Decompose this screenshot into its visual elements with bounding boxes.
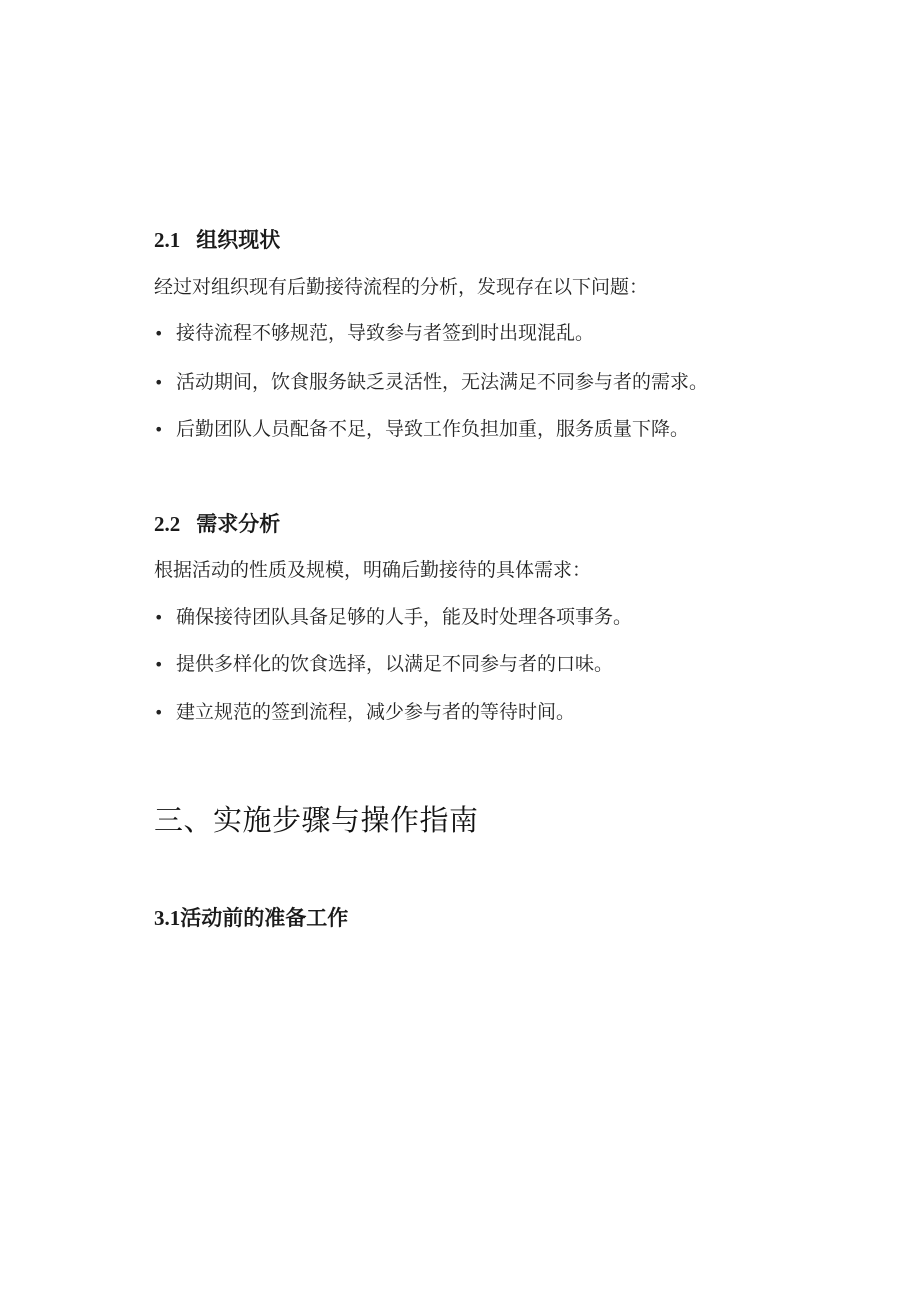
bullet-icon: • (154, 608, 164, 627)
section-intro-2-2: 根据活动的性质及规模，明确后勤接待的具体需求： (154, 559, 592, 581)
section-title: 组织现状 (196, 228, 281, 252)
list-item (154, 415, 689, 444)
section-number: 3.1 (154, 906, 181, 930)
list-item (154, 603, 632, 632)
list-item-text: 确保接待团队具备足够的人手，能及时处理各项事务。 (176, 606, 633, 628)
bullet-icon: • (154, 373, 164, 392)
section-heading-2-1 (154, 226, 280, 254)
bullet-icon: • (154, 655, 164, 674)
bullet-icon: • (154, 703, 164, 722)
chapter-heading-3: 三、实施步骤与操作指南 (154, 803, 479, 837)
bullet-icon: • (154, 420, 164, 439)
section-number: 2.2 (154, 512, 181, 536)
list-item-text: 后勤团队人员配备不足，导致工作负担加重，服务质量下降。 (176, 418, 690, 440)
section-title: 活动前的准备工作 (180, 906, 349, 930)
section-heading-2-2 (154, 510, 280, 538)
list-item-text: 建立规范的签到流程，减少参与者的等待时间。 (176, 701, 576, 723)
list-item-text: 活动期间，饮食服务缺乏灵活性，无法满足不同参与者的需求。 (176, 371, 709, 393)
bullet-icon: • (154, 324, 164, 343)
list-item (154, 698, 575, 727)
section-number: 2.1 (154, 228, 181, 252)
list-item-text: 接待流程不够规范，导致参与者签到时出现混乱。 (176, 322, 595, 344)
section-intro-2-1: 经过对组织现有后勤接待流程的分析，发现存在以下问题： (154, 276, 649, 298)
section-heading-3-1 (154, 904, 348, 932)
list-item (154, 650, 613, 679)
list-item (154, 368, 708, 397)
list-item-text: 提供多样化的饮食选择，以满足不同参与者的口味。 (176, 653, 614, 675)
section-title: 需求分析 (196, 512, 281, 536)
list-item (154, 319, 594, 348)
